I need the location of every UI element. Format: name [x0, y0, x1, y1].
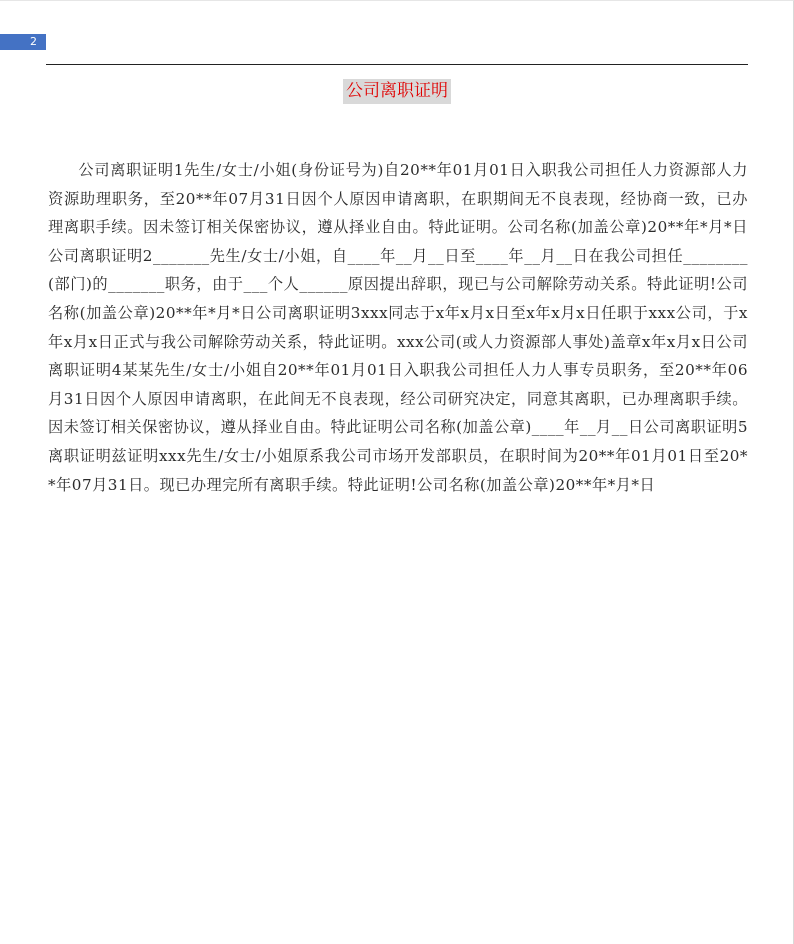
- page-number-badge: 2: [0, 34, 46, 50]
- header-rule: [46, 64, 748, 65]
- document-title: 公司离职证明: [343, 79, 451, 104]
- title-container: [0, 79, 794, 104]
- body-paragraph: 公司离职证明1先生/女士/小姐(身份证号为)自20**年01月01日入职我公司担任人力资源部人力资源助理职务，至20**年07月31日因个人原因申请离职，在职期间无不良表现，经协商一致，已办理离职手续。因未签订相关保密协议，遵从择业自由。特此证明。公司名称(加盖公章)20**年*月*日公司离职证明2_______先生/女士/小姐，自____年__月__日至____年__月__日在我公司担任________(部门)的_______职务，由于___个人______原因提出辞职，现已与公司解除劳动关系。特此证明!公司名称(加盖公章)20**年*月*日公司离职证明3xxx同志于x年x月x日至x年x月x日任职于xxx公司，于x年x月x日正式与我公司解除劳动关系，特此证明。xxx公司(或人力资源部人事处)盖章x年x月x日公司离职证明4某某先生/女士/小姐自20**年01月01日入职我公司担任人力人事专员职务，至20**年06月31日因个人原因申请离职，在此间无不良表现，经公司研究决定，同意其离职，已办理离职手续。因未签订相关保密协议，遵从择业自由。特此证明公司名称(加盖公章)____年__月__日公司离职证明5离职证明兹证明xxx先生/女士/小姐原系我公司市场开发部职员，在职时间为20**年01月01日至20**年07月31日。现已办理完所有离职手续。特此证明!公司名称(加盖公章)20**年*月*日: [48, 161, 748, 494]
